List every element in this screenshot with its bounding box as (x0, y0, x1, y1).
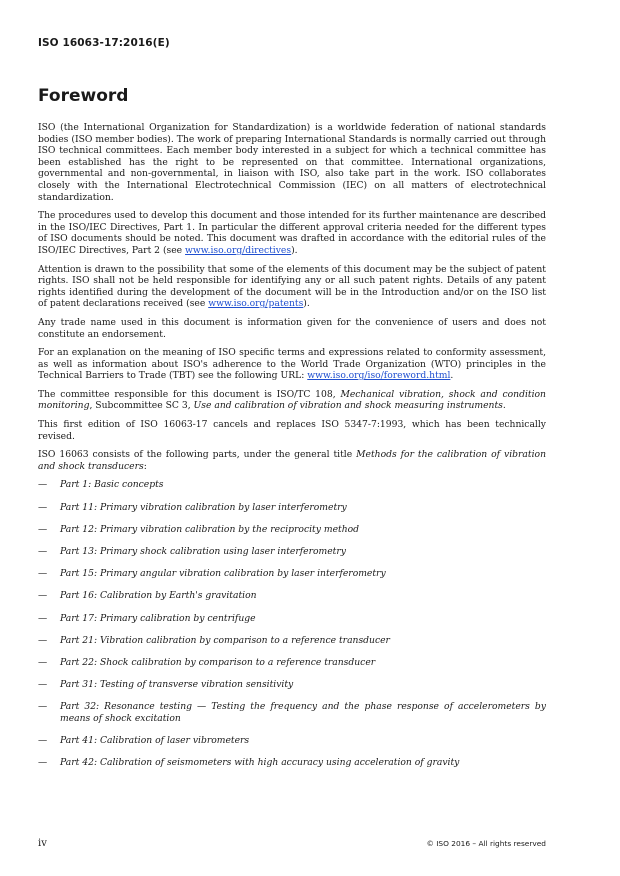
paragraph-conformity: For an explanation on the meaning of ISO specific terms and expressions related to conformity assessment, as well as information about ISO's adherence to the World Trade Organization (WTO) principles in the Technical Barriers to Trade (TBT) see the following URL: www.iso.org/iso/foreword.html. (38, 347, 546, 382)
link-foreword[interactable]: www.iso.org/iso/foreword.html (307, 370, 451, 382)
list-item: — Part 41: Calibration of laser vibrometers (38, 735, 250, 747)
list-item: — Part 17: Primary calibration by centrifuge (38, 612, 256, 624)
list-item: — Part 22: Shock calibration by comparison to a reference transducer (38, 656, 376, 668)
page-title: Foreword (38, 86, 129, 106)
paragraph-committee: The committee responsible for this document is ISO/TC 108, Mechanical vibration, shock and condition monitoring, Subcommittee SC 3, Use and calibration of vibration and shock measuring instruments. (38, 388, 546, 412)
paragraph-organization: ISO (the International Organization for Standardization) is a worldwide federation of national standards bodies (ISO member bodies). The work of preparing International Standards is normally carried out through ISO technical committees. Each member body interested in a subject for which a technical committee has been established has the right to be represented on that committee. International organizations, governmental and non-governmental, in liaison with ISO, also take part in the work. ISO collaborates closely with the International Electrotechnical Commission (IEC) on all matters of electrotechnical standardization. (38, 122, 546, 203)
page-number: iv (38, 838, 47, 849)
parts-list (38, 479, 546, 768)
list-item: — Part 32: Resonance testing — Testing the frequency and the phase response of accelerometers by means of shock excitation (38, 701, 546, 724)
paragraph-edition: This first edition of ISO 16063-17 cancels and replaces ISO 5347-7:1993, which has been technically revised. (38, 419, 546, 442)
paragraph-procedures: The procedures used to develop this document and those intended for its further maintenance are described in the ISO/IEC Directives, Part 1. In particular the different approval criteria needed for the different types of ISO documents should be noted. This document was drafted in accordance with the editorial rules of the ISO/IEC Directives, Part 2 (see www.iso.org/directives). (38, 210, 546, 256)
link-patents[interactable]: www.iso.org/patents (208, 298, 304, 310)
link-directives[interactable]: www.iso.org/directives (185, 244, 292, 256)
list-item: — Part 11: Primary vibration calibration by laser interferometry (38, 501, 347, 513)
list-item: — Part 31: Testing of transverse vibration sensitivity (38, 679, 294, 691)
paragraph-patents: Attention is drawn to the possibility that some of the elements of this document may be the subject of patent rights. ISO shall not be held responsible for identifying any or all such patent rights. Details of any patent rights identified during the development of the document will be in the Introduction and/or on the ISO list of patent declarations received (see www.iso.org/patents). (38, 263, 546, 310)
list-item: — Part 13: Primary shock calibration using laser interferometry (38, 546, 346, 557)
list-item: — Part 16: Calibration by Earth's gravitation (38, 590, 257, 602)
list-item: — Part 12: Primary vibration calibration by the reciprocity method (38, 523, 360, 535)
foreword-body (38, 122, 546, 779)
paragraph-trade-name: Any trade name used in this document is information given for the convenience of users and does not constitute an endorsement. (38, 316, 546, 340)
copyright-notice: © ISO 2016 – All rights reserved (426, 839, 546, 848)
list-item: — Part 15: Primary angular vibration calibration by laser interferometry (38, 568, 386, 580)
document-id: ISO 16063-17:2016(E) (38, 37, 170, 49)
paragraph-parts-intro: ISO 16063 consists of the following parts, under the general title Methods for the calibration of vibration and shock transducers: (38, 449, 546, 472)
list-item: — Part 42: Calibration of seismometers with high accuracy using acceleration of gravity (38, 757, 460, 769)
list-item: — Part 1: Basic concepts (38, 479, 164, 491)
list-item: — Part 21: Vibration calibration by comparison to a reference transducer (38, 634, 390, 646)
